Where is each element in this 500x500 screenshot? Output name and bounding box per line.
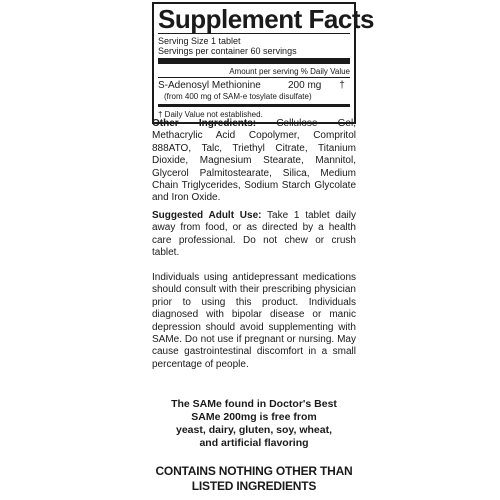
- free-from-line: SAMe 200mg is free from: [191, 411, 317, 423]
- ingredient-name: S-Adenosyl Methionine: [158, 80, 261, 91]
- serving-info: [158, 34, 350, 58]
- suggested-use: [152, 210, 356, 260]
- serving-size: Serving Size 1 tablet: [158, 36, 241, 46]
- free-from-line: The SAMe found in Doctor's Best: [171, 398, 337, 410]
- free-from-statement: [152, 398, 356, 450]
- servings-per-container: Servings per container 60 servings: [158, 46, 297, 56]
- ingredient-source: (from 400 mg of SAM-e tosylate disulfate): [164, 92, 312, 101]
- warning-text: Individuals using antidepressant medications should consult with their prescribing physician prior to using this product. Individuals diagnosed with bipolar disease or manic depression should avoid supplementing with SAMe. Do not use if pregnant or nursing. May cause gastrointestinal discomfort in a small percentage of people.: [152, 272, 356, 370]
- suggested-use-text: Take 1 tablet daily away from food, or as directed by a health care professional. Do not chew or crush tablet.: [152, 210, 356, 259]
- ingredient-row: [158, 78, 350, 92]
- other-ingredients-label: Other Ingredients:: [152, 118, 257, 129]
- ingredient-amount: 200 mg: [288, 80, 322, 91]
- daily-value-footnote: † Daily Value not established.: [158, 110, 263, 119]
- contains-line: LISTED INGREDIENTS: [191, 479, 317, 493]
- suggested-use-label: Suggested Adult Use:: [152, 210, 262, 221]
- amount-header: Amount per serving % Daily Value: [229, 67, 350, 76]
- other-ingredients: [152, 118, 356, 205]
- ingredient-daily-value: †: [339, 80, 345, 91]
- contains-statement: [152, 464, 356, 494]
- free-from-line: and artificial flavoring: [199, 437, 309, 449]
- other-ingredients-text: Cellulose Gel, Methacrylic Acid Copolymer, Compritol 888ATO, Talc, Triethyl Citrate, Titanium Dioxide, Magnesium Stearate, Mannitol, Glycerol Palmitostearate, Silica, Medium Chain Triglycerides, Sodium Starch Glycolate and Iron Oxide.: [152, 118, 356, 204]
- contains-line: CONTAINS NOTHING OTHER THAN: [155, 464, 353, 478]
- panel-title: Supplement Facts: [158, 4, 374, 34]
- supplement-facts-panel: [152, 2, 374, 124]
- free-from-line: yeast, dairy, gluten, soy, wheat,: [176, 424, 332, 436]
